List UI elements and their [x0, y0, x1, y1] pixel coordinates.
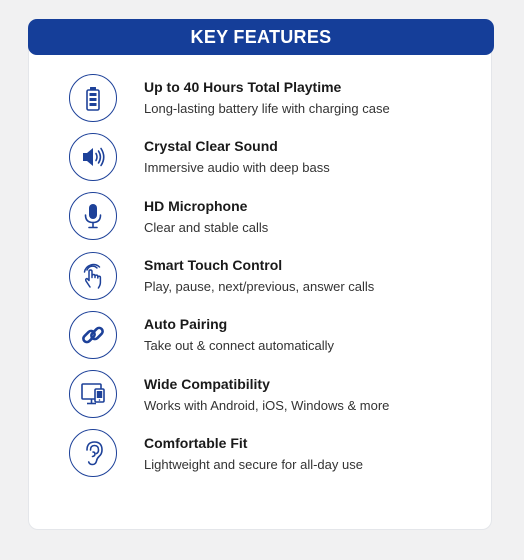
features-card [28, 19, 492, 530]
feature-desc: Play, pause, next/previous, answer calls [144, 279, 375, 295]
feature-desc: Works with Android, iOS, Windows & more [144, 397, 390, 413]
feature-item-fit [69, 424, 489, 483]
feature-title: Comfortable Fit [144, 434, 248, 451]
devices-icon [69, 370, 117, 418]
feature-title: Wide Compatibility [144, 375, 270, 392]
ear-icon [69, 429, 117, 477]
feature-item-microphone [69, 187, 489, 246]
feature-desc: Lightweight and secure for all-day use [144, 456, 363, 472]
feature-desc: Clear and stable calls [144, 219, 269, 235]
link-icon [69, 311, 117, 359]
header-title: KEY FEATURES [190, 26, 332, 47]
speaker-icon [69, 133, 117, 181]
feature-desc: Long-lasting battery life with charging case [144, 101, 390, 117]
feature-title: Up to 40 Hours Total Playtime [144, 79, 342, 96]
touch-hand-icon [69, 252, 117, 300]
feature-title: Crystal Clear Sound [144, 138, 278, 155]
feature-desc: Take out & connect automatically [144, 338, 335, 354]
feature-title: HD Microphone [144, 197, 248, 214]
feature-desc: Immersive audio with deep bass [144, 160, 330, 176]
microphone-icon [69, 192, 117, 240]
feature-title: Auto Pairing [144, 316, 228, 333]
feature-item-battery [69, 68, 489, 127]
features-header [28, 19, 494, 55]
feature-list [69, 68, 489, 483]
feature-item-compatibility [69, 364, 489, 423]
feature-item-touch [69, 246, 489, 305]
feature-item-pairing [69, 305, 489, 364]
feature-item-sound [69, 127, 489, 186]
battery-icon [69, 74, 117, 122]
feature-title: Smart Touch Control [144, 257, 283, 274]
